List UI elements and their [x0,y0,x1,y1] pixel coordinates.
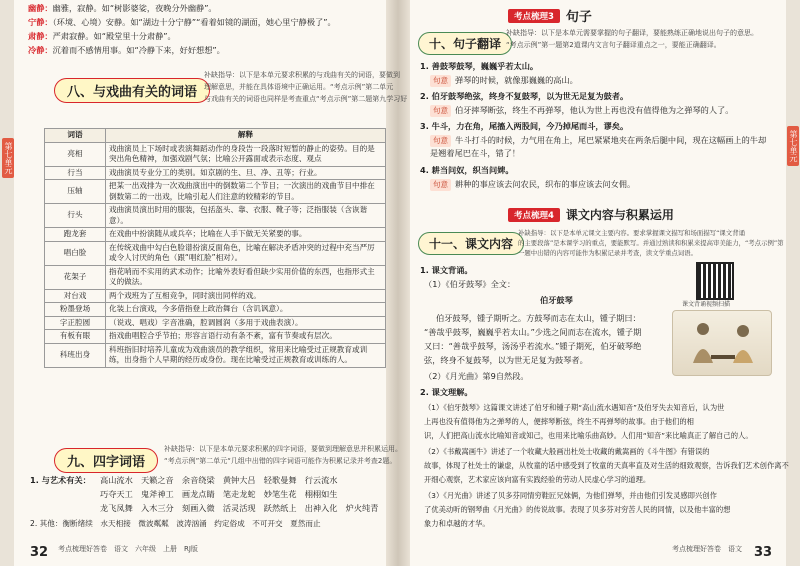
translation: 句意 伯牙摔琴断弦，终生不再弹琴，他认为世上再也没有值得他为之弹琴的人了。 [430,104,733,117]
table-row: 粉墨登场 化装上台演戏，今多借指登上政治舞台（含讥讽意）。 [45,303,386,317]
section-title: 十一、课文内容 [418,232,524,255]
section-11-heading [418,232,524,255]
section-10-heading [418,32,512,55]
table-header: 解释 [106,129,386,143]
page-footer: 考点梳理好答卷 语文 [672,545,742,553]
chapter-badge: 考点梳理3 [508,9,560,23]
tip-text: “考点示例”第一题第2道课内文言句子翻译重点之一，要能正确翻译。 [506,41,721,49]
summary-line: （1）《伯牙鼓琴》这篇课文讲述了伯牙和锺子期“高山流水遇知音”及伯牙失去知音后，认为世 [424,403,725,412]
subsection-label: 2. 课文理解。 [420,387,473,397]
tip-text: 理解意思，并能在具体语境中正确运用。“考点示例”第二单元 [204,83,394,91]
unit-tab: 第七单元 [2,138,14,178]
summary-line: （3）《月光曲》讲述了贝多芬同情穷鞋匠兄妹俩，为他们弹琴，并由他们引发灵感即兴创作 [424,491,717,500]
table-row: 行当 戏曲演员专业分工的类别。如京剧的生、旦、净、丑等；行业。 [45,166,386,180]
tip-text: 的主要段落”是本课学习的重点，要能默写。并通过熟读和积累来提高审美能力，“考点示例”第 [518,239,784,247]
players-figure-icon [673,311,771,375]
sentence: 3. 牛斗，力在角，尾搐入两股间，今乃掉尾而斗，谬矣。 [420,121,629,131]
recite-item: （2）《月光曲》第9自然段。 [424,371,529,381]
summary-line: 识，人们把高山流水比喻知音或知己，也用来比喻乐曲高妙。人们用“知音”来比喻真正了解自己的人。 [424,431,753,440]
section-9-heading [54,448,158,473]
opera-terms-table [44,128,386,368]
chapter-title: 课文内容与积累运用 [565,208,674,222]
right-edge [786,0,800,566]
page-number: 32 [30,545,49,560]
table-row: 科班出身 科班指旧时培养儿童成为戏曲演员的教学组织，常用来比喻受过正规教育或训练，出身指个人早期的经历或身份。现在比喻受过正规教育或训练的人。 [45,343,386,367]
unit-tab: 第七单元 [787,126,799,166]
tip-text: 补缺指导：以下是本单元课文主要内容。要求掌握课文描写和场面描写“课文背诵 [518,229,745,237]
qr-code-icon[interactable] [696,262,734,300]
subsection-label: 1. 课文背诵。 [420,265,473,275]
tip-text: 补缺指导：以下是本单元要求积累的与戏曲有关的词语，要做到 [204,71,400,79]
idiom-row: 龙飞凤舞 入木三分 刻画入微 活灵活现 跃然纸上 出神入化 炉火纯青 [100,503,379,513]
sentence: 4. 耕当问奴，织当问婢。 [420,165,514,175]
translation: 句意 耕种的事应该去问农民，织布的事应该去问女佣。 [430,178,635,191]
tip-text: 补缺指导：以下是本单元要求积累的四字词语，要做到理解意思并积累运用。 [164,445,402,453]
tip-text: 一题中出错的内容可能作为积累记录并考查，读文学重点词语。 [518,249,697,257]
word-entry: 宁静：（环境、心境）安静。如“湖边十分宁静”“看着如镜的湖面，她心里宁静极了”。 [28,17,336,27]
idiom-row: 高山流水 天籁之音 余音绕梁 黄钟大吕 轻歌曼舞 行云流水 [100,475,338,485]
summary-line: 开细心观察，艺术家应该向富有实践经验的劳动人民虚心学习的道理。 [424,475,651,484]
summary-line: 了优美动听的钢琴曲《月光曲》的传说故事。表现了贝多芬对穷苦人民的同情，以及他丰富的想 [424,505,731,514]
table-row: 跑龙套 在戏曲中扮演随从或兵卒；比喻在人手下做无关紧要的事。 [45,228,386,242]
right-page [410,0,789,566]
page-footer: 考点梳理好答卷 语文 六年级 上册 RJ版 [58,545,198,553]
table-row: 压轴 把某一出戏排为一次戏曲演出中的倒数第二个节目；一次演出的戏曲节目中排在倒数第二的一出戏，比喻引起人们注意的较精彩的节目。 [45,180,386,204]
chapter-3-heading [508,6,592,25]
section-title: 十、句子翻译 [418,32,512,55]
poem-line: “善哉乎鼓琴，巍巍乎若太山。”少选之间而志在流水，锺子期 [424,327,642,337]
word-entry: 幽静：幽雅，寂静。如“树影婆娑，夜晚分外幽静”。 [28,3,217,13]
table-row: 有板有眼 指戏曲唱腔合乎节拍；形容言语行动有条不紊，富有节奏或有层次。 [45,330,386,344]
left-page [14,0,408,566]
sentence: 1. 善鼓琴鼓琴，巍巍乎若太山。 [420,61,539,71]
table-row: 花架子 指花哨而不实用的武术动作；比喻外表好看但缺少实用价值的东西，也指形式主义的做法。 [45,265,386,289]
translation: 句意 牛斗打斗的时候，力气用在角上，尾巴紧紧地夹在两条后腿中间，现在这幅画上的牛却是翘着尾巴在斗，错了！ [430,135,767,158]
table-row: 亮相 戏曲演员上下场时或表演舞蹈动作的身段告一段落时短暂的静止的姿势。目的是突出角色精神，加强戏剧气氛；比喻公开露面或表示态度、观点 [45,142,386,166]
poem-line: 弦，终身不复鼓琴，以为世无足复为鼓琴者。 [424,355,588,365]
table-row: 字正腔圆 （说戏、唱戏）字音准确，腔调圆润（多用于戏曲表演）。 [45,316,386,330]
left-edge [0,0,14,566]
poem-line: 又曰：“善哉乎鼓琴，汤汤乎若流水。”锺子期死，伯牙破琴绝 [424,341,642,351]
idiom-category: 1. 与艺术有关： [30,475,91,485]
table-header: 词语 [45,129,106,143]
subsection-label: （1）《伯牙鼓琴》全文： [424,279,516,289]
idiom-row: 巧夺天工 鬼斧神工 画龙点睛 笔走龙蛇 妙笔生花 栩栩如生 [100,489,338,499]
section-8-heading [54,78,210,103]
summary-line: （2）《书戴嵩画牛》讲述了一个收藏大般画出杜处士收藏的戴嵩画的《斗牛图》有错误的 [424,447,710,456]
word-entry: 冷静：沉着而不感情用事。如“冷静下来，好好想想”。 [28,45,225,55]
page-number: 33 [754,545,773,560]
table-row: 对台戏 两个戏班为了互相竞争，同时演出同样的戏。 [45,289,386,303]
tip-text: “考点示例”第二单元“几组中出错的四字词语可能作为积累记录并考查2题。 [164,457,397,465]
summary-line: 故事，体现了杜处士的谦虚，从牧童的话中感受到了牧童的天真率直及对生活的细致观察，告诉我们艺术创作离不 [424,461,789,470]
chapter-4-heading [508,206,674,223]
tip-text: 补缺指导：以下是本单元需要掌握的句子翻译，要能熟练正确地说出句子的意思。 [506,29,758,37]
section-title: 九、四字词语 [54,448,158,473]
summary-line: 上再也没有值得他为之弹琴的人，便摔琴断弦，终生不再弹琴的故事。由于他们的相 [424,417,694,426]
chapter-title: 句子 [565,10,592,25]
guqin-illustration [672,310,772,376]
idiom-row: 2. 其他：衡断绪续 水天相接 微波粼粼 波涛汹涌 约定俗成 不可开交 夏然而止 [30,519,321,528]
tip-text: 与戏曲有关的词语也同样是考查重点“考点示例”第二题第九学习好 [204,95,408,103]
table-row: 唱白脸 在传统戏曲中勾白色脸谱扮演反面角色，比喻在解决矛盾冲突的过程中充当严厉或令人讨厌的角色（跟“唱红脸”相对）。 [45,241,386,265]
word-entry: 肃静：严肃寂静。如“殿堂里十分肃静”。 [28,31,176,41]
poem-title: 伯牙鼓琴 [540,295,573,305]
poem-line: 伯牙鼓琴，锺子期听之。方鼓琴而志在太山，锺子期曰： [436,313,641,323]
sentence: 2. 伯牙鼓琴绝弦，终身不复鼓琴，以为世无足复为鼓者。 [420,91,629,101]
qr-label: 课文背诵视频扫描 [682,301,731,308]
translation: 句意 弹琴的时候，就像那巍巍的高山。 [430,74,578,87]
summary-line: 象力和卓越的才华。 [424,519,490,528]
chapter-badge: 考点梳理4 [508,208,560,222]
section-title: 八、与戏曲有关的词语 [54,78,210,103]
table-row: 行头 戏曲演员演出时用的服装，包括盔头、靠、衣服、靴子等；泛指服装（含诙谐意）。 [45,204,386,228]
